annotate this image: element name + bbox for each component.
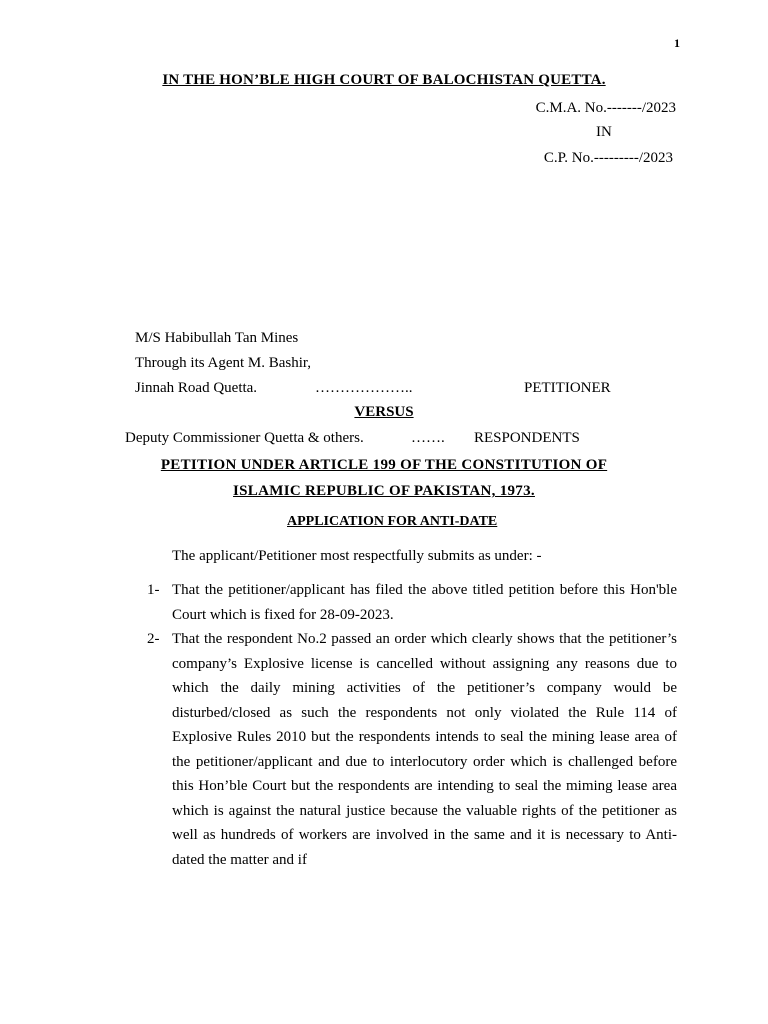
petition-heading-line2: ISLAMIC REPUBLIC OF PAKISTAN, 1973.: [233, 483, 535, 499]
respondent-dots: …….: [411, 430, 445, 446]
intro-text: The applicant/Petitioner most respectfully submits as under: -: [172, 548, 542, 564]
cma-number: C.M.A. No.-------/2023: [535, 100, 676, 116]
paragraph-1: [147, 578, 677, 627]
respondent-role: RESPONDENTS: [474, 430, 580, 446]
court-title: IN THE HON’BLE HIGH COURT OF BALOCHISTAN QUETTA.: [162, 72, 606, 88]
petitioner-dots: ………………..: [315, 380, 413, 396]
petition-heading-line1: PETITION UNDER ARTICLE 199 OF THE CONSTITUTION OF: [160, 457, 608, 473]
application-title: APPLICATION FOR ANTI-DATE: [287, 514, 498, 529]
versus-label: VERSUS: [354, 404, 414, 420]
cp-number: C.P. No.---------/2023: [543, 150, 673, 166]
petitioner-agent: Through its Agent M. Bashir,: [135, 355, 312, 371]
paragraph-2-text: That the respondent No.2 passed an order which clearly shows that the petitioner’s company’s Explosive license is cancelled without assigning any reasons due to which the daily mining activities of the petitioner’s company would be disturbed/closed as such the respondents not only violated the Rule 114 of Explosive Rules 2010 but the respondents intends to seal the mining lease area of the petitioner/applicant and due to interlocutory order which is challenged before this Hon’ble Court but the respondents are intending to seal the miming lease area which is against the natural justice because the valuable rights of the petitioner as well as hundreds of workers are involved in the same and it is necessary to Anti-dated the matter and if: [172, 631, 677, 868]
respondent-name: Deputy Commissioner Quetta & others.: [125, 430, 364, 446]
paragraph-list: [147, 578, 677, 872]
petitioner-role: PETITIONER: [524, 380, 611, 396]
paragraph-1-number: 1-: [147, 582, 160, 598]
paragraph-1-text: That the petitioner/applicant has filed the above titled petition before this Hon'ble Court which is fixed for 28-09-2023.: [172, 582, 677, 623]
paragraph-2-number: 2-: [147, 631, 160, 647]
page-number: 1: [674, 36, 680, 50]
paragraph-2: [147, 627, 677, 872]
petitioner-name: M/S Habibullah Tan Mines: [135, 330, 299, 346]
petitioner-address: Jinnah Road Quetta.: [135, 380, 258, 396]
in-label: IN: [596, 124, 612, 140]
